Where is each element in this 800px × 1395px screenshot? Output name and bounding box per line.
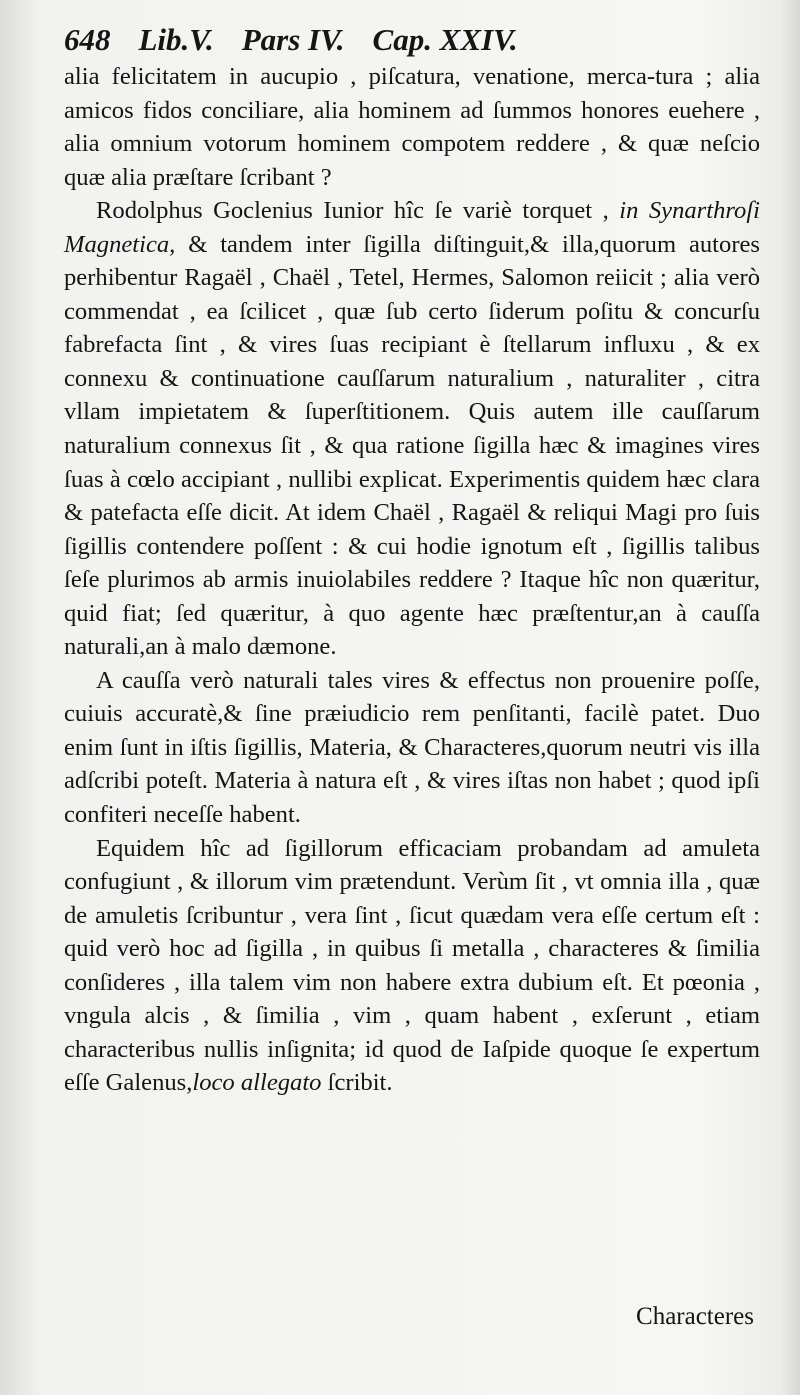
chapter-label: Cap. XXIV. bbox=[372, 22, 518, 57]
text-segment: Equidem hîc ad ſigillorum efficaciam probandam ad amuleta confugiunt , & illorum vim prætendunt. Verùm ſit , vt omnia illa , quæ de amuletis ſcribuntur , vera ſint , ſicut quædam vera eſſe certum eſt : quid verò hoc ad ſigilla , in quibus ſi metalla , characteres & ſimilia conſideres , illa talem vim non habere extra dubium eſt. Et pœonia , vngula alcis , & ſimilia , vim , quam habent , exſerunt , etiam characteribus nullis inſignita; id quod de Iaſpide quoque ſe expertum eſſe Galenus, bbox=[64, 834, 760, 1097]
text-segment: ſcribit. bbox=[321, 1069, 393, 1097]
text-segment: Rodolphus Goclenius Iunior hîc ſe variè torquet , bbox=[96, 197, 620, 225]
paragraph-1 bbox=[64, 60, 760, 194]
body-text bbox=[64, 60, 760, 1100]
paragraph-4 bbox=[64, 832, 760, 1100]
text-segment: A cauſſa verò naturali tales vires & effectus non prouenire poſſe, cuiuis accuratè,& ſine præiudicio rem penſitanti, facilè patet. Duo enim ſunt in iſtis ſigillis, Materia, & Characteres,quorum neutri vis illa adſcribi poteſt. Materia à natura eſt , & vires iſtas non habet ; quod ipſi confiteri neceſſe habent. bbox=[64, 666, 760, 829]
paragraph-2 bbox=[64, 194, 760, 664]
italic-citation: loco allegato bbox=[192, 1069, 322, 1097]
part-label: Pars IV. bbox=[241, 22, 345, 57]
catchword: Characteres bbox=[636, 1303, 754, 1330]
paragraph-3 bbox=[64, 664, 760, 832]
italic-citation: in Synarthroſi Magnetica, bbox=[64, 197, 760, 258]
text-segment: & tandem inter ſigilla diſtinguit,& illa,quorum autores perhibentur Ragaël , Chaël , Tetel, Hermes, Salomon reiicit ; alia verò commendat , ea ſcilicet , quæ ſub certo ſiderum poſitu & concurſu fabrefacta ſint , & vires ſuas recipiant è ſtellarum influxu , & ex connexu & continuatione cauſſarum naturalium , naturaliter , citra vllam impietatem & ſuperſtitionem. Quis autem ille cauſſarum naturalium connexus ſit , & qua ratione ſigilla hæc & imagines vires ſuas à cœlo accipiant , nullibi explicat. Experimentis quidem hæc clara & patefacta eſſe dicit. At idem Chaël , Ragaël & reliqui Magi pro ſuis ſigillis contendere poſſent : & cui hodie ignotum eſt , ſigillis talibus ſeſe plurimos ab armis inuiolabiles reddere ? Itaque hîc non quæritur, quid fiat; ſed quæritur, à quo agente hæc præſtentur,an à cauſſa naturali,an à malo dæmone. bbox=[64, 230, 760, 661]
page-number: 648 bbox=[64, 22, 111, 57]
text-segment: alia felicitatem in aucupio , piſcatura, venatione, merca-tura ; alia amicos fidos conciliare, alia hominem ad ſummos honores euehere , alia omnium votorum hominem compotem reddere , & quæ neſcio quæ alia præſtare ſcribant ? bbox=[64, 63, 760, 191]
book-label: Lib.V. bbox=[138, 22, 214, 57]
running-head bbox=[64, 22, 760, 58]
